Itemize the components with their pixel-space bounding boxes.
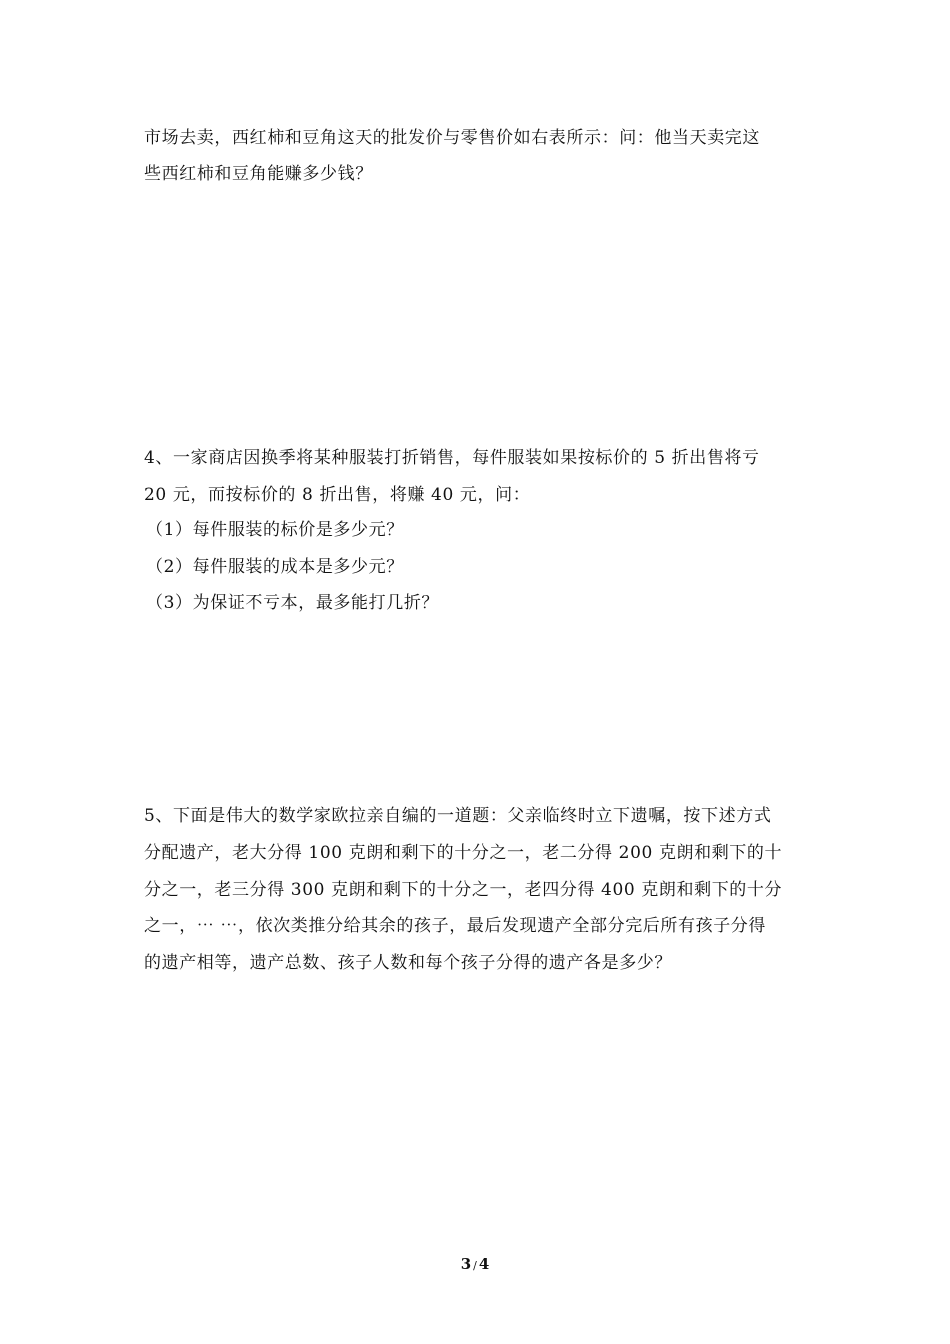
- page-number: [0, 1254, 950, 1276]
- problem4-line1: 4、一家商店因换季将某种服装打折销售，每件服装如果按标价的 5 折出售将亏: [144, 448, 760, 468]
- problem4-subquestion-1: （1）每件服装的标价是多少元？: [146, 520, 404, 540]
- current-page: 3: [460, 1255, 472, 1273]
- problem5-line2: 分配遗产，老大分得 100 克朗和剩下的十分之一，老二分得 200 克朗和剩下的十: [144, 843, 783, 863]
- problem5-line4: 之一，⋯ ⋯，依次类推分给其余的孩子，最后发现遗产全部分完后所有孩子分得: [144, 916, 767, 936]
- problem4-subquestion-3: （3）为保证不亏本，最多能打几折？: [146, 593, 440, 613]
- problem5-line3: 分之一，老三分得 300 克朗和剩下的十分之一，老四分得 400 克朗和剩下的十分: [144, 880, 783, 900]
- problem5-line5: 的遗产相等，遗产总数、孩子人数和每个孩子分得的遗产各是多少？: [144, 953, 672, 973]
- problem4-line2: 20 元，而按标价的 8 折出售，将赚 40 元，问：: [144, 485, 531, 505]
- problem4-subquestion-2: （2）每件服装的成本是多少元？: [146, 557, 404, 577]
- problem3-line2: 些西红柿和豆角能赚多少钱？: [144, 164, 373, 184]
- problem3-line1: 市场去卖，西红柿和豆角这天的批发价与零售价如右表所示：问：他当天卖完这: [144, 128, 760, 148]
- total-pages: 4: [478, 1255, 490, 1273]
- page-separator: /: [473, 1259, 477, 1272]
- problem5-line1: 5、下面是伟大的数学家欧拉亲自编的一道题：父亲临终时立下遗嘱，按下述方式: [144, 806, 772, 826]
